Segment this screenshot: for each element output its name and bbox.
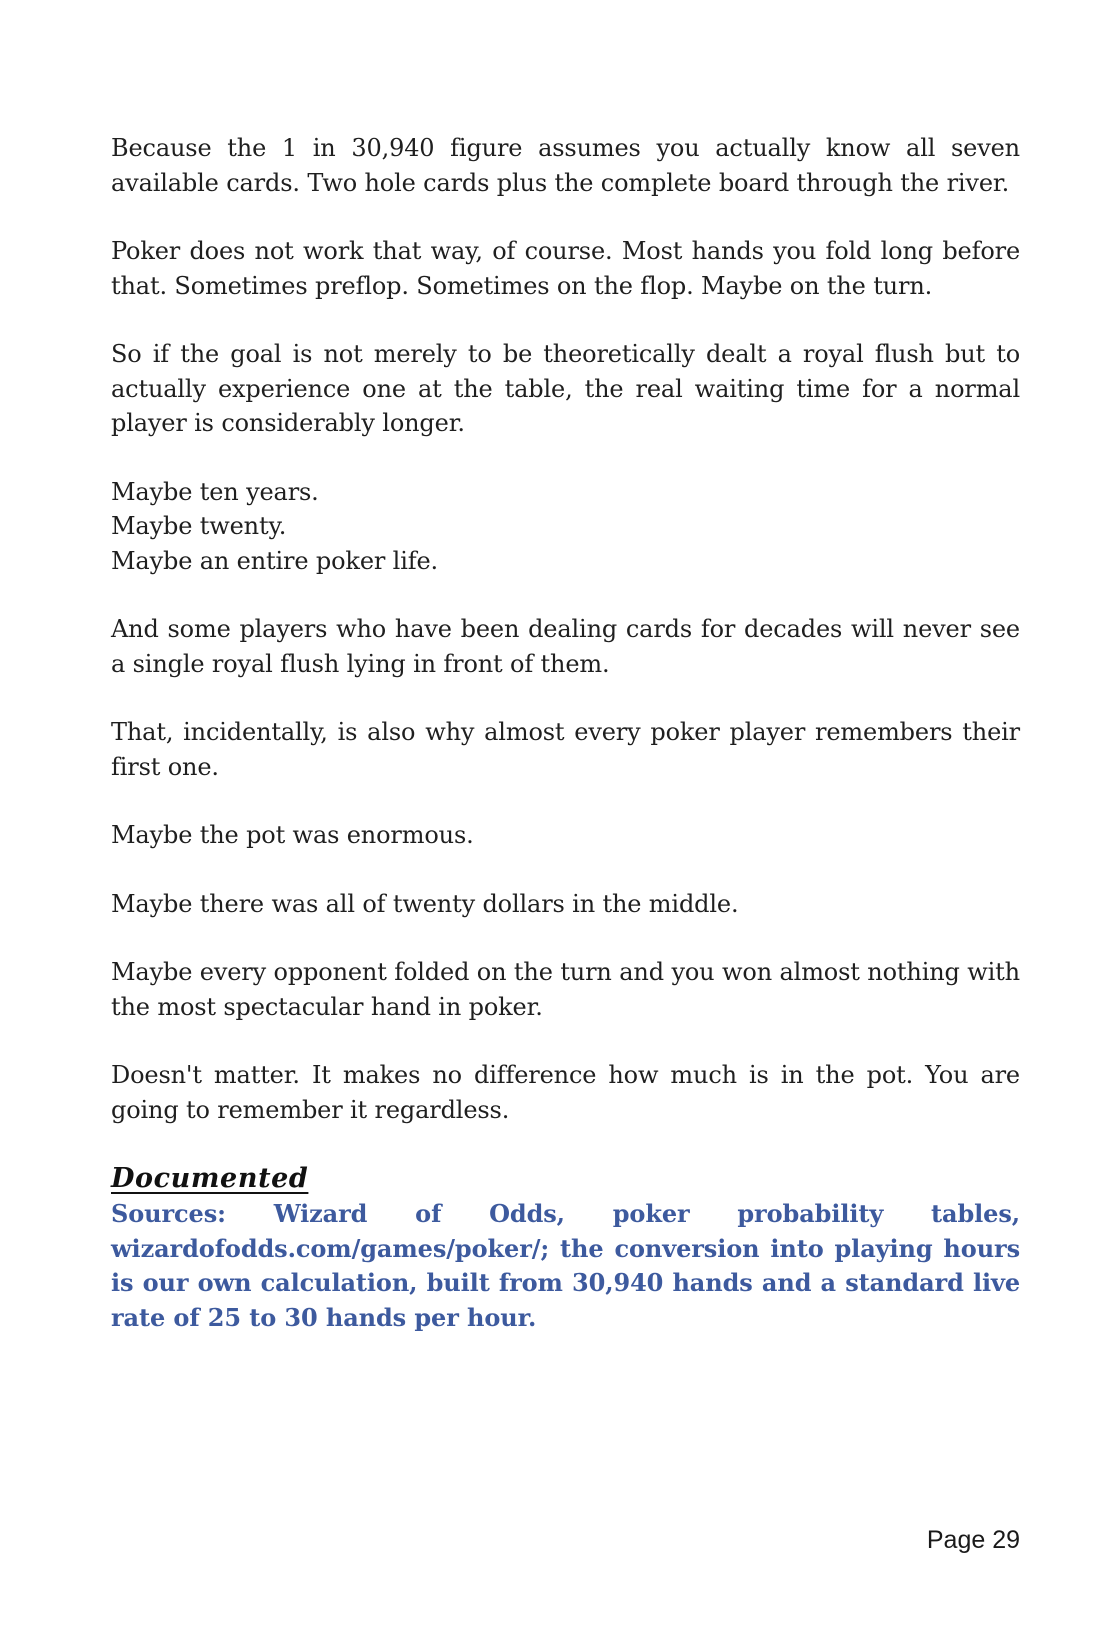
paragraph-folded-turn: Maybe every opponent folded on the turn and you won almost nothing with the most spectacular hand in poker. (111, 958, 1020, 1021)
paragraph-seven-cards: Because the 1 in 30,940 figure assumes you actually know all seven available cards. Two hole cards plus the complete board through the river. (111, 134, 1020, 197)
page-body (111, 131, 1020, 1335)
paragraph-remember-first: That, incidentally, is also why almost every poker player remembers their first one. (111, 718, 1020, 781)
page-number: Page 29 (926, 1526, 1020, 1554)
paragraph-maybe-list (111, 475, 1020, 579)
documented-heading: Documented (111, 1163, 309, 1194)
paragraph-waiting-time: So if the goal is not merely to be theoretically dealt a royal flush but to actually experience one at the table, the real waiting time for a normal player is considerably longer. (111, 340, 1020, 437)
paragraph-fold-early: Poker does not work that way, of course. Most hands you fold long before that. Sometimes preflop. Sometimes on the flop. Maybe on the turn. (111, 237, 1020, 300)
sources-note: Sources: Wizard of Odds, poker probability tables, wizardofodds.com/games/poker/; the conversion into playing hours is our own calculation, built from 30,940 hands and a standard live rate of 25 to 30 hands per hour. (111, 1199, 1020, 1332)
paragraph-never-see: And some players who have been dealing cards for decades will never see a single royal flush lying in front of them. (111, 615, 1020, 678)
maybe-line-twenty: Maybe twenty. (111, 512, 287, 540)
maybe-line-poker-life: Maybe an entire poker life. (111, 546, 438, 575)
paragraph-pot-enormous: Maybe the pot was enormous. (111, 821, 474, 849)
paragraph-twenty-dollars: Maybe there was all of twenty dollars in the middle. (111, 889, 739, 918)
paragraph-doesnt-matter: Doesn't matter. It makes no difference how much is in the pot. You are going to remember it regardless. (111, 1061, 1020, 1124)
maybe-line-ten-years: Maybe ten years. (111, 477, 319, 506)
